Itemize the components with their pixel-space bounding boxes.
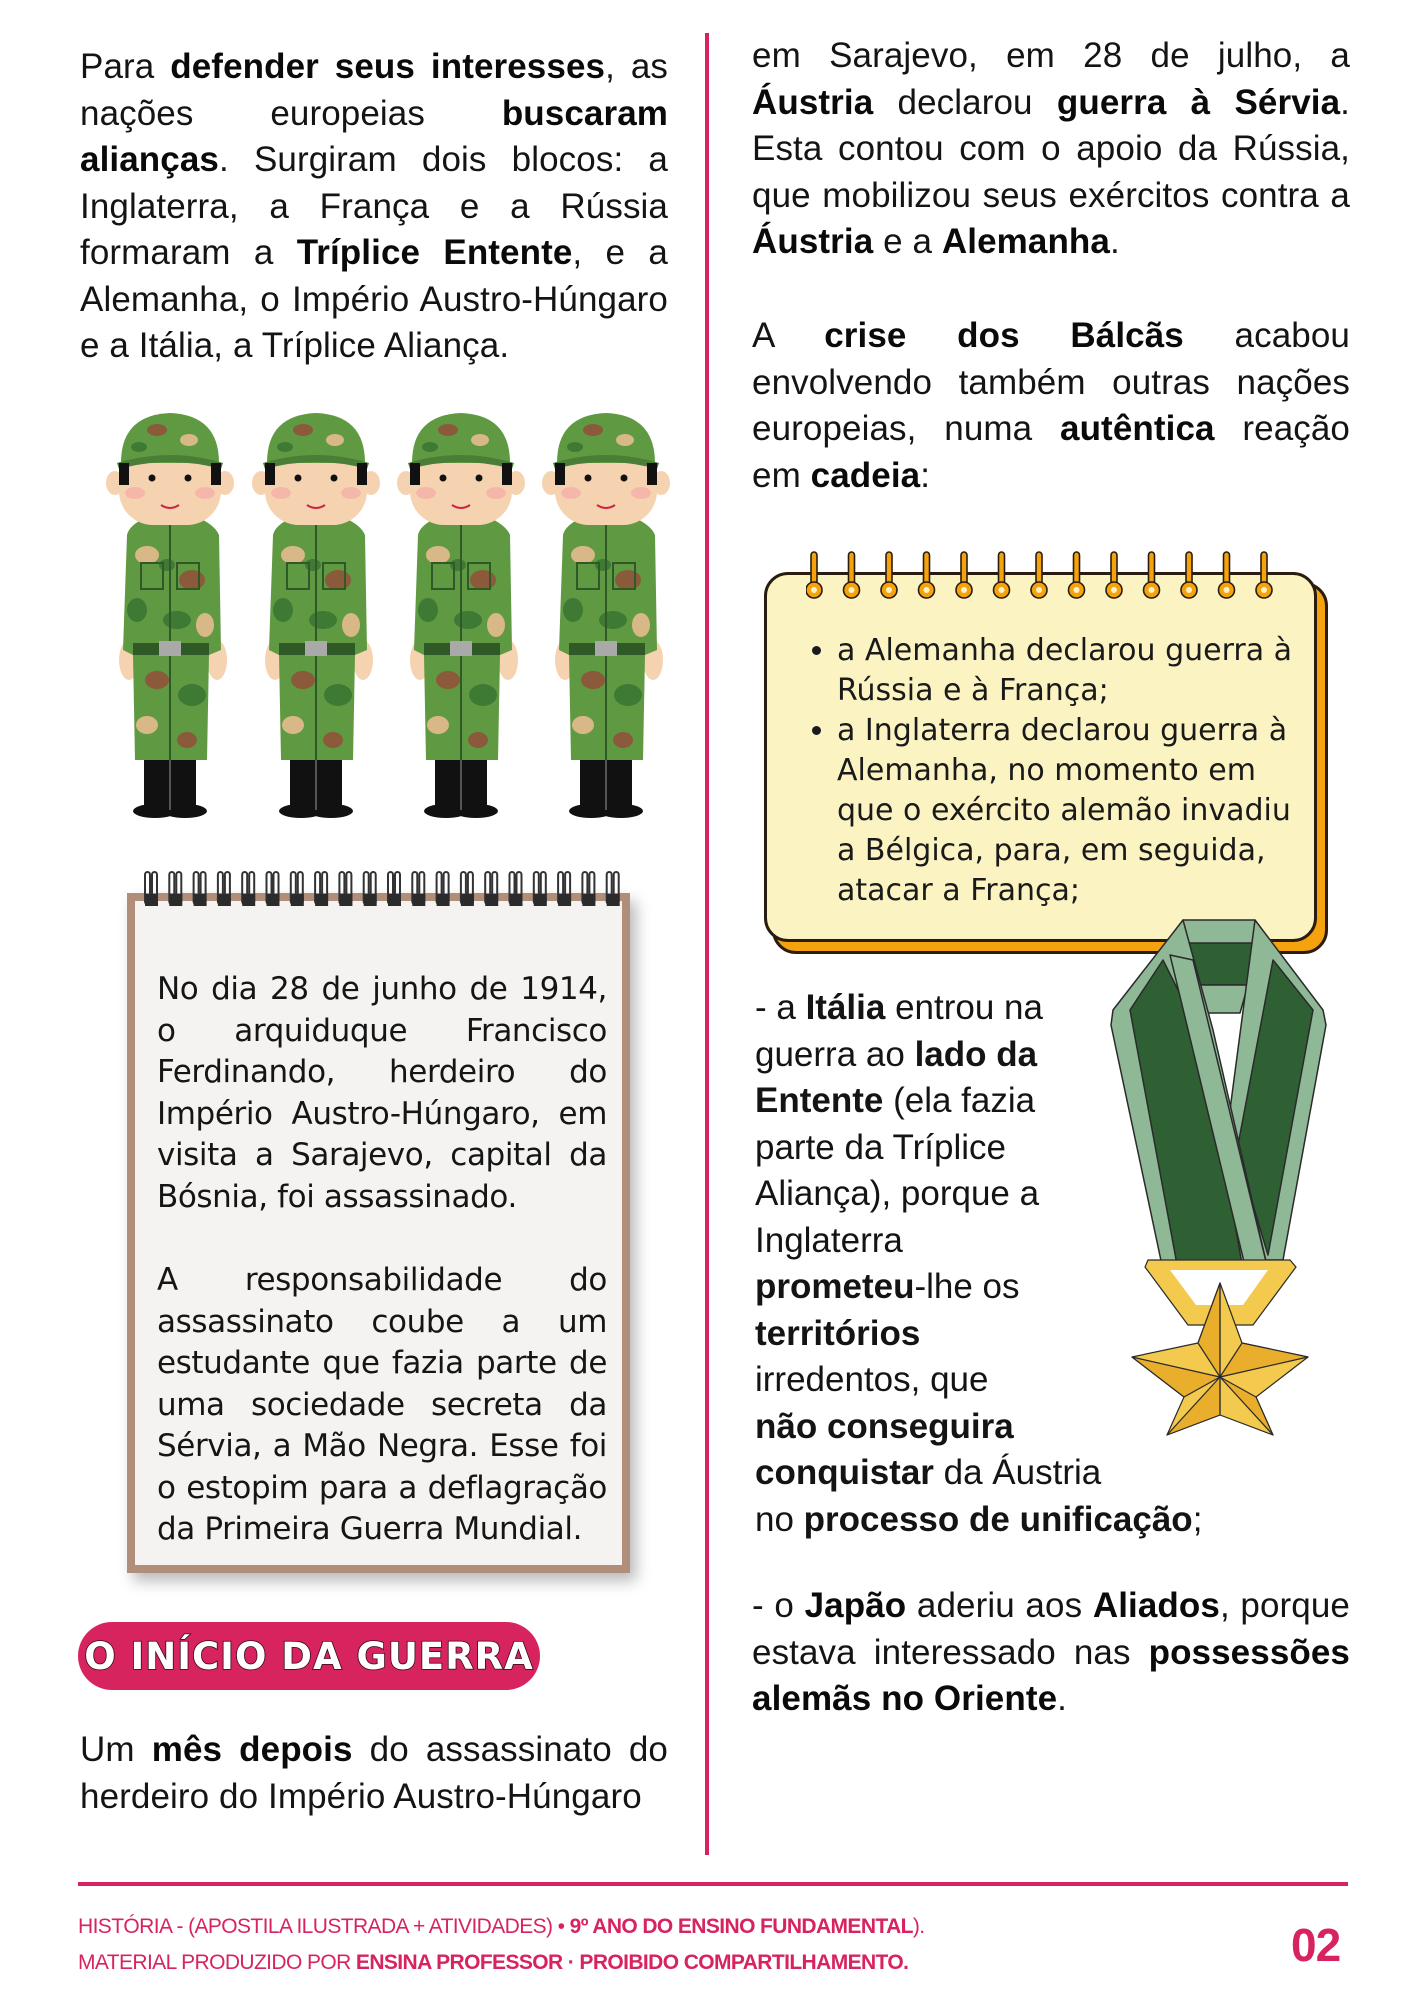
italy-line: territórios [755,1313,921,1353]
list-item: • a Alemanha declarou guerra à Rússia e à França; [837,631,1307,711]
footer-copyright: ENSINA PROFESSOR · PROIBIDO COMPARTILHAMENTO. [355,1951,909,1974]
footer-divider [78,1882,1348,1886]
soldier-1 [106,413,234,818]
column-divider [705,33,709,1855]
soldier-2 [252,413,380,818]
japan-paragraph: - o Japão aderiu aos Aliados, porque estava interessado nas possessões alemãs no Oriente. [752,1586,1350,1718]
list-item: • a Inglaterra declarou guerra à Alemanha, no momento em que o exército alemão invadiu a Bélgica, para, em seguida, atacar a França; [837,711,1307,911]
footer-line-1 [78,1915,925,1939]
footer-credit: MATERIAL PRODUZIDO POR [78,1951,356,1974]
assassination-notepad [127,893,630,1573]
notepad-paragraph-1: No dia 28 de junho de 1914, o arquiduque Francisco Ferdinando, herdeiro do Império Austro-Húngaro, em visita a Sarajevo, capital da Bósnia, foi assassinado. [157,971,607,1215]
page-number: 02 [1291,1919,1341,1971]
italy-line: - a Itália entrou na [755,988,1043,1027]
italy-paragraph [755,985,1203,1543]
balkans-paragraph: A crise dos Bálcãs acabou envolvendo também outras nações europeias, numa autêntica reação em cadeia: [752,316,1350,495]
italy-line: guerra ao lado da [755,1034,1038,1074]
section-title-badge [78,1622,540,1690]
footer-line-2 [78,1951,908,1975]
footer-subject: HISTÓRIA - (APOSTILA ILUSTRADA + ATIVIDADES) • [78,1915,570,1938]
italy-line: no processo de unificação; [755,1499,1203,1539]
footer-tail: ). [912,1915,925,1938]
italy-line: parte da Tríplice [755,1127,1006,1167]
italy-line: Entente (ela fazia [755,1081,1036,1120]
italy-line: Aliança), porque a [755,1174,1040,1213]
section-title: O INÍCIO DA GUERRA [84,1634,534,1678]
intro-paragraph: Para defender seus interesses, as nações europeias buscaram alianças. Surgiram dois blocos: a Inglaterra, a França e a Rússia formaram a Tríplice Entente, e a Alemanha, o Império Austro-Húngaro e a Itália, a Tríplice Aliança. [80,47,668,365]
soldiers-illustration [105,405,670,820]
chain-reaction-notepad [764,572,1317,942]
italy-line: Inglaterra [755,1220,903,1260]
yellow-notepad-rings-icon [806,550,1286,610]
notepad-spiral-rings-icon [137,868,627,918]
italy-line: não conseguira [755,1406,1014,1446]
chain-reaction-list [783,631,1307,911]
notepad-paragraph-2: A responsabilidade do assassinato coube a um estudante que fazia parte de uma sociedade secreta da Sérvia, a Mão Negra. Esse foi o estopim para a deflagração da Primeira Guerra Mundial. [157,1262,607,1547]
footer-grade: 9º ANO DO ENSINO FUNDAMENTAL [569,1915,913,1938]
italy-line: conquistar da Áustria [755,1453,1102,1492]
medal-icon [1108,915,1333,1440]
soldier-4 [542,413,670,818]
soldier-3 [397,413,525,818]
war-start-paragraph: Um mês depois do assassinato do herdeiro do Império Austro-Húngaro [80,1730,668,1816]
austria-paragraph: em Sarajevo, em 28 de julho, a Áustria declarou guerra à Sérvia. Esta contou com o apoio da Rússia, que mobilizou seus exércitos contra a Áustria e a Alemanha. [752,36,1350,261]
italy-line: prometeu-lhe os [755,1267,1020,1306]
italy-line: irredentos, que [755,1360,989,1399]
